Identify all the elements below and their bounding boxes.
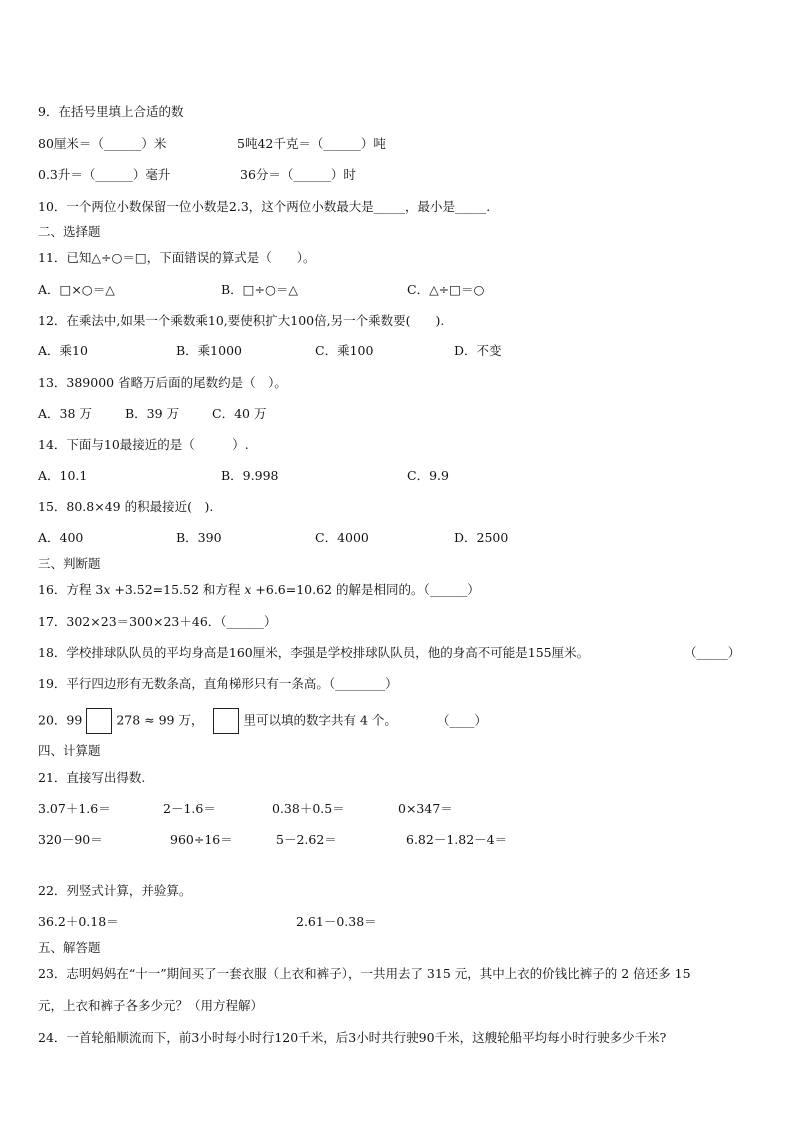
q13-stem: 13．389000 省略万后面的尾数约是（ ）。	[38, 375, 287, 390]
q24-text: 24．一首轮船顺流而下，前3小时每小时行120千米，后3小时共行驶90千米，这艘轮船平均每小时行驶多少千米?	[38, 1030, 667, 1045]
q23-line-1: 23．志明妈妈在“十一”期间买了一套衣服（上衣和裤子），一共用去了 315 元，其中上衣的价钱比裤子的 2 倍还多 15	[38, 966, 691, 981]
q18-answer-blank: （_____）	[684, 645, 741, 660]
q19-text: 19．平行四边形有无数条高，直角梯形只有一条高。（________）	[38, 676, 398, 691]
q13-option-a: A．38 万	[38, 406, 92, 421]
q21-expr: 2－1.6＝	[163, 801, 216, 816]
q21-expr: 960÷16＝	[170, 832, 233, 847]
q15-option-d: D．2500	[454, 530, 509, 545]
q15-stem: 15．80.8×49 的积最接近( ).	[38, 499, 214, 514]
q14-option-c: C．9.9	[407, 468, 449, 483]
q12-option-b: B．乘1000	[176, 343, 242, 358]
section-4-title: 四、计算题	[38, 743, 101, 758]
q9-item-a: 80厘米＝（______）米	[38, 136, 167, 151]
q21-expr: 5－2.62＝	[276, 832, 337, 847]
q14-stem: 14．下面与10最接近的是（ ）.	[38, 437, 249, 452]
q23-line-2: 元，上衣和裤子各多少元？（用方程解）	[38, 998, 264, 1013]
q9-item-b: 5吨42千克＝（______）吨	[237, 136, 386, 151]
q13-option-c: C．40 万	[212, 406, 267, 421]
q14-option-a: A．10.1	[38, 468, 88, 483]
q20-text	[38, 708, 397, 734]
q13-option-b: B．39 万	[125, 406, 180, 421]
q11-option-c: C．△÷□＝○	[407, 282, 485, 297]
section-2-title: 二、选择题	[38, 224, 101, 239]
q20-box-symbol	[213, 708, 239, 734]
q21-expr: 0.38＋0.5＝	[272, 801, 345, 816]
q22-expr-b: 2.61－0.38＝	[296, 914, 377, 929]
q11-option-a: A．□×○＝△	[38, 282, 115, 297]
q21-expr: 0×347＝	[398, 801, 453, 816]
q16-text: 16．方程 3𝑥 +3.52=15.52 和方程 𝑥 +6.6=10.62 的解是相同的。（______）	[38, 582, 480, 597]
q11-stem: 11．已知△÷○＝□，下面错误的算式是（ ）。	[38, 250, 316, 265]
section-3-title: 三、判断题	[38, 556, 101, 571]
q9-title: 9．在括号里填上合适的数	[38, 104, 184, 119]
q22-expr-a: 36.2＋0.18＝	[38, 914, 119, 929]
q20-digit-box[interactable]	[86, 708, 112, 734]
section-5-title: 五、解答题	[38, 940, 101, 955]
q12-stem: 12．在乘法中,如果一个乘数乘10,要使积扩大100倍,另一个乘数要( ).	[38, 313, 445, 328]
q20-part-1: 20．99	[38, 712, 83, 728]
q9-item-d: 36分＝（______）时	[240, 167, 356, 182]
q21-expr: 3.07＋1.6＝	[38, 801, 111, 816]
q20-part-2: 278 ≈ 99 万，	[116, 712, 204, 728]
q21-expr: 6.82－1.82－4＝	[406, 832, 508, 847]
q15-option-b: B．390	[176, 530, 222, 545]
q21-title: 21．直接写出得数.	[38, 770, 146, 785]
q14-option-b: B．9.998	[221, 468, 279, 483]
q12-option-d: D．不变	[454, 343, 502, 358]
q10-text: 10．一个两位小数保留一位小数是2.3，这个两位小数最大是_____，最小是_____.	[38, 199, 491, 214]
q21-expr: 320－90＝	[38, 832, 103, 847]
q22-title: 22．列竖式计算，并验算。	[38, 883, 192, 898]
q12-option-a: A．乘10	[38, 343, 88, 358]
q15-option-a: A．400	[38, 530, 84, 545]
q15-option-c: C．4000	[315, 530, 369, 545]
q17-text: 17．302×23＝300×23＋46．（______）	[38, 614, 277, 629]
q20-answer-blank: （____）	[437, 713, 488, 728]
q12-option-c: C．乘100	[315, 343, 374, 358]
q20-part-3: 里可以填的数字共有 4 个。	[243, 712, 397, 728]
q11-option-b: B．□÷○＝△	[221, 282, 298, 297]
q18-text: 18．学校排球队队员的平均身高是160厘米，李强是学校排球队队员，他的身高不可能是155厘米。	[38, 645, 590, 660]
q9-item-c: 0.3升＝（______）毫升	[38, 167, 171, 182]
